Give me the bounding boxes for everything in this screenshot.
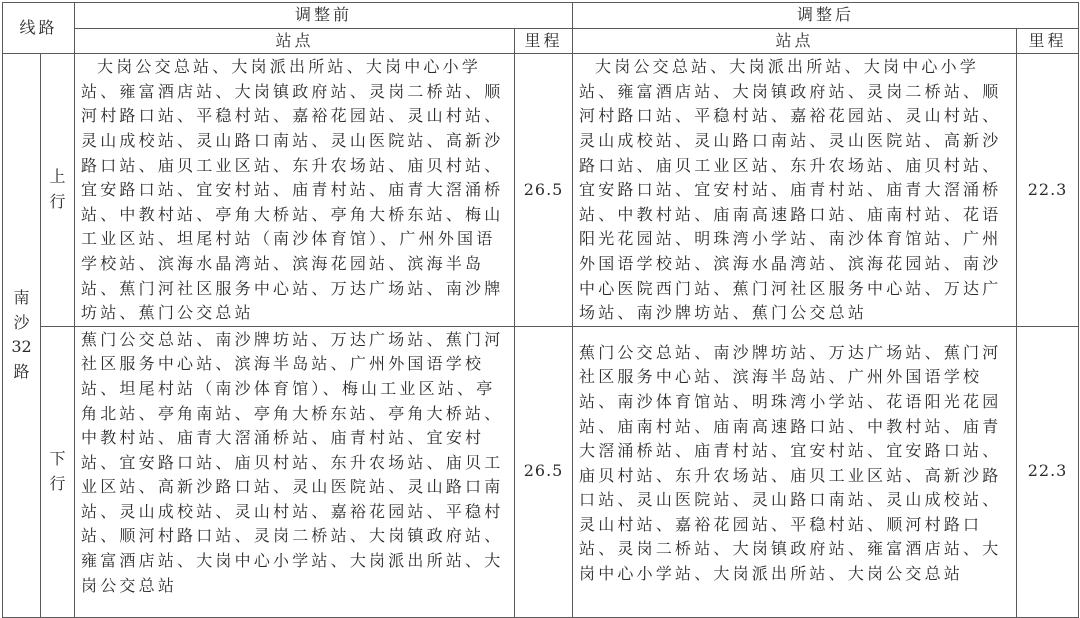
- direction-char: 行: [49, 191, 66, 211]
- before-header: [75, 3, 573, 29]
- after-header-label: 调整后: [797, 5, 855, 24]
- table-row-down: [3, 326, 1079, 617]
- up-before-mileage: 26.5: [515, 54, 573, 327]
- direction-char: 下: [49, 449, 66, 469]
- down-after-stops: 蕉门公交总站、南沙牌坊站、万达广场站、蕉门河社区服务中心站、滨海半岛站、广州外国语学校站、南沙体育馆站、明珠湾小学站、花语阳光花园站、庙南村站、庙南高速路口站、中教村站、庙青大滘涌桥站、庙青村站、宜安村站、宜安路口站、庙贝村站、东升农场站、庙贝工业区站、高新沙路口站、灵山医院站、灵山路口南站、灵山成校站、灵山村站、嘉裕花园站、平稳村站、顺河村路口站、灵岗二桥站、大岗镇政府站、雍富酒店站、大岗中心小学站、大岗派出所站、大岗公交总站: [573, 326, 1017, 617]
- header-row-1: [3, 3, 1079, 29]
- route-name-char: 沙: [13, 312, 30, 332]
- route-name-char: 南: [13, 288, 30, 308]
- up-before-stops: 大岗公交总站、大岗派出所站、大岗中心小学站、雍富酒店站、大岗镇政府站、灵岗二桥站、顺河村路口站、平稳村站、嘉裕花园站、灵山村站、灵山成校站、灵山路口南站、灵山医院站、高新沙路口站、庙贝工业区站、东升农场站、庙贝村站、宜安路口站、宜安村站、庙青村站、庙青大滘涌桥站、中教村站、亭角大桥站、亭角大桥东站、梅山工业区站、坦尾村站（南沙体育馆）、广州外国语学校站、滨海水晶湾站、滨海花园站、滨海半岛站、蕉门河社区服务中心站、万达广场站、南沙牌坊站、蕉门公交总站: [75, 54, 515, 327]
- route-adjustment-table: [2, 2, 1079, 618]
- direction-up-cell: [41, 54, 75, 327]
- route-name-cell: [3, 54, 41, 618]
- route-name-char: 路: [13, 362, 30, 382]
- direction-char: 上: [49, 167, 66, 187]
- route-header-label: 线路: [19, 17, 58, 37]
- table-row-up: [3, 54, 1079, 327]
- up-after-mileage: 22.3: [1017, 54, 1079, 327]
- after-mileage-header: [1017, 28, 1079, 54]
- before-stops-header: [75, 28, 515, 54]
- down-after-mileage: 22.3: [1017, 326, 1079, 617]
- before-stops-header-label: 站点: [275, 30, 314, 50]
- direction-char: 行: [49, 473, 66, 493]
- route-name-char: 32: [11, 337, 32, 357]
- down-before-mileage: 26.5: [515, 326, 573, 617]
- after-mileage-header-label: 里程: [1028, 30, 1067, 50]
- after-stops-header-label: 站点: [775, 30, 814, 50]
- before-mileage-header-label: 里程: [524, 30, 563, 50]
- direction-down-cell: [41, 326, 75, 617]
- after-header: [573, 3, 1079, 29]
- header-row-2: [3, 28, 1079, 54]
- up-after-stops: 大岗公交总站、大岗派出所站、大岗中心小学站、雍富酒店站、大岗镇政府站、灵岗二桥站、顺河村路口站、平稳村站、嘉裕花园站、灵山村站、灵山成校站、灵山路口南站、灵山医院站、高新沙路口站、庙贝工业区站、东升农场站、庙贝村站、宜安路口站、宜安村站、庙青村站、庙青大滘涌桥站、中教村站、庙南高速路口站、庙南村站、花语阳光花园站、明珠湾小学站、南沙体育馆站、广州外国语学校站、滨海水晶湾站、滨海花园站、南沙中心医院西门站、蕉门河社区服务中心站、万达广场站、南沙牌坊站、蕉门公交总站: [573, 54, 1017, 327]
- down-before-stops: 蕉门公交总站、南沙牌坊站、万达广场站、蕉门河社区服务中心站、滨海半岛站、广州外国语学校站、坦尾村站（南沙体育馆）、梅山工业区站、亭角北站、亭角南站、亭角大桥东站、亭角大桥站、中教村站、庙青大滘涌桥站、庙青村站、宜安村站、宜安路口站、庙贝村站、东升农场站、庙贝工业区站、高新沙路口站、灵山医院站、灵山路口南站、灵山成校站、灵山村站、嘉裕花园站、平稳村站、顺河村路口站、灵岗二桥站、大岗镇政府站、雍富酒店站、大岗中心小学站、大岗派出所站、大岗公交总站: [75, 326, 515, 617]
- route-header: [3, 3, 75, 54]
- before-header-label: 调整前: [295, 5, 353, 24]
- before-mileage-header: [515, 28, 573, 54]
- after-stops-header: [573, 28, 1017, 54]
